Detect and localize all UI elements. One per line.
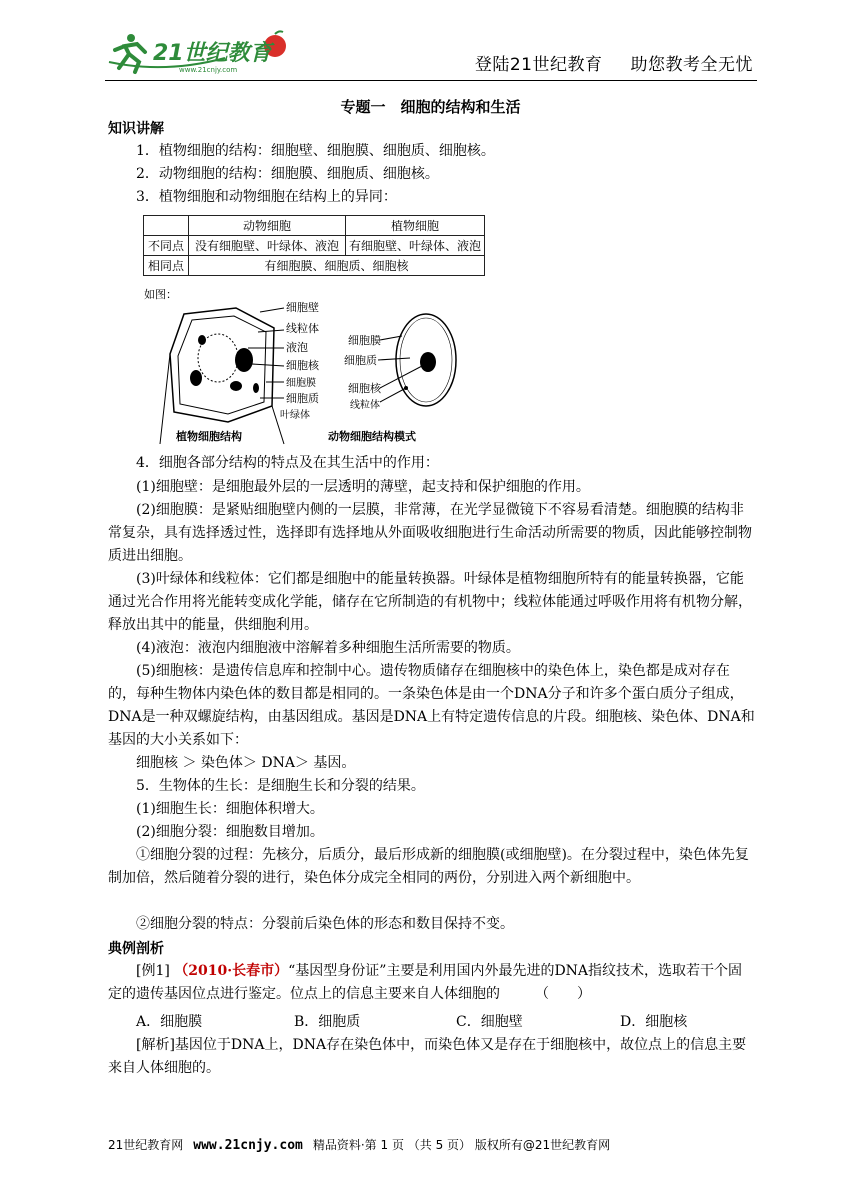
plant-caption: 植物细胞结构 xyxy=(176,430,242,443)
table-cell: 没有细胞壁、叶绿体、液泡 xyxy=(189,236,346,256)
section-heading-examples: 典例剖析 xyxy=(108,941,164,957)
example-question xyxy=(108,960,756,1006)
logo-url: www.21cnjy.com xyxy=(179,66,238,74)
table-row-label: 相同点 xyxy=(144,256,189,276)
logo-21cnjy xyxy=(105,28,295,76)
plant-label: 细胞核 xyxy=(286,359,319,372)
option-b: B．细胞质 xyxy=(294,1014,361,1030)
para-nucleus: (5)细胞核：是遗传信息库和控制中心。遗传物质储存在细胞核中的染色体上，染色都是成对存在的，每种生物体内染色体的数目都是相同的。一条染色体是由一个DNA分子和许多个蛋白质分子组成，DNA是一种双螺旋结构，由基因组成。基因是DNA上有特定遗传信息的片段。细胞核、染色体、DNA和基因的大小关系如下： xyxy=(108,663,755,748)
item-1: 1．植物细胞的结构：细胞壁、细胞膜、细胞质、细胞核。 xyxy=(136,143,495,159)
page-title: 专题一 细胞的结构和生活 xyxy=(340,98,521,116)
para-chloroplast: (3)叶绿体和线粒体：它们都是细胞中的能量转换器。叶绿体是植物细胞所特有的能量转换器，它能通过光合作用将光能转变成化学能，储存在它所制造的有机物中；线粒体能通过呼吸作用将有机物分解，释放出其中的能量，供细胞利用。 xyxy=(108,571,752,633)
footer-left: 21世纪教育网 xyxy=(108,1138,184,1152)
animal-label: 细胞膜 xyxy=(348,334,381,347)
table-cell: 有细胞膜、细胞质、细胞核 xyxy=(189,256,485,276)
cell-diagram xyxy=(140,284,480,448)
animal-caption: 动物细胞结构模式 xyxy=(328,430,416,443)
item-4: 4．细胞各部分结构的特点及在其生活中的作用： xyxy=(136,455,439,471)
table-header: 动物细胞 xyxy=(189,216,346,236)
header-slogan xyxy=(447,50,753,75)
para-cell-wall: (1)细胞壁：是细胞最外层的一层透明的薄壁，起支持和保护细胞的作用。 xyxy=(136,479,590,495)
table-row xyxy=(144,236,485,256)
plant-label: 液泡 xyxy=(286,341,308,354)
plant-label: 细胞壁 xyxy=(286,301,319,314)
para-cell-membrane: (2)细胞膜：是紧贴细胞壁内侧的一层膜，非常薄，在光学显微镜下不容易看清楚。细胞膜的结构非常复杂，具有选择透过性，选择即有选择地从外面吸收细胞进行生命活动所需要的物质，因此能够控制物质进出细胞。 xyxy=(108,502,752,564)
animal-label: 线粒体 xyxy=(350,400,380,411)
para-vacuole: (4)液泡：液泡内细胞液中溶解着多种细胞生活所需要的物质。 xyxy=(136,640,520,656)
growth-2: (2)细胞分裂：细胞数目增加。 xyxy=(136,824,324,840)
footer-url: www.21cnjy.com xyxy=(193,1138,303,1153)
slogan-1: 登陆21世纪教育 xyxy=(474,55,603,75)
growth-1: (1)细胞生长：细胞体积增大。 xyxy=(136,801,324,817)
table-cell xyxy=(144,216,189,236)
option-a: A．细胞膜 xyxy=(136,1014,203,1030)
logo-text: 21世纪教育 xyxy=(153,41,272,66)
item-3: 3．植物细胞和动物细胞在结构上的异同： xyxy=(136,189,397,205)
plant-label: 细胞质 xyxy=(286,392,319,405)
plant-label: 叶绿体 xyxy=(280,410,310,421)
option-c: C．细胞壁 xyxy=(456,1014,523,1030)
figure-prefix: 如图： xyxy=(144,288,177,301)
item-2: 2．动物细胞的结构：细胞膜、细胞质、细胞核。 xyxy=(136,166,439,182)
page-header xyxy=(105,28,757,81)
option-d: D．细胞核 xyxy=(620,1014,688,1030)
example-tag: [例1] xyxy=(136,963,170,979)
example-text: “基因型身份证”主要是利用国内外最先进的DNA指纹技术，选取若干个固定的遗传基因位点进行鉴定。位点上的信息主要来自人体细胞的 （ ） xyxy=(108,963,743,1002)
item-5: 5．生物体的生长：是细胞生长和分裂的结果。 xyxy=(136,778,425,794)
division-process: ①细胞分裂的过程：先核分，后质分，最后形成新的细胞膜(或细胞壁)。在分裂过程中，染色体先复制加倍，然后随着分裂的进行，染色体分成完全相同的两份，分别进入两个新细胞中。 xyxy=(108,847,749,886)
table-row xyxy=(144,256,485,276)
animal-label: 细胞核 xyxy=(348,382,381,395)
slogan-2: 助您教考全无忧 xyxy=(630,55,753,75)
animal-cell-drawing xyxy=(396,314,456,406)
animal-label: 细胞质 xyxy=(344,354,377,367)
comparison-table xyxy=(143,215,485,276)
size-relation: 细胞核 ＞ 染色体＞ DNA＞ 基因。 xyxy=(136,755,356,771)
plant-label: 细胞膜 xyxy=(286,378,316,389)
example-source: （2010·长春市） xyxy=(174,963,289,979)
plant-cell-labels xyxy=(248,301,320,421)
footer-right: 精品资料·第 1 页 （共 5 页） 版权所有@21世纪教育网 xyxy=(312,1138,611,1152)
table-header: 植物细胞 xyxy=(346,216,485,236)
page-footer xyxy=(108,1136,610,1153)
table-row xyxy=(144,216,485,236)
plant-cell-drawing xyxy=(160,308,284,444)
section-heading-knowledge: 知识讲解 xyxy=(108,121,164,137)
division-feature: ②细胞分裂的特点：分裂前后染色体的形态和数目保持不变。 xyxy=(136,916,514,932)
table-row-label: 不同点 xyxy=(144,236,189,256)
table-cell: 有细胞壁、叶绿体、液泡 xyxy=(346,236,485,256)
example-analysis: [解析]基因位于DNA上，DNA存在染色体中，而染色体又是存在于细胞核中，故位点上的信息主要来自人体细胞的。 xyxy=(108,1037,747,1076)
plant-label: 线粒体 xyxy=(286,322,319,335)
